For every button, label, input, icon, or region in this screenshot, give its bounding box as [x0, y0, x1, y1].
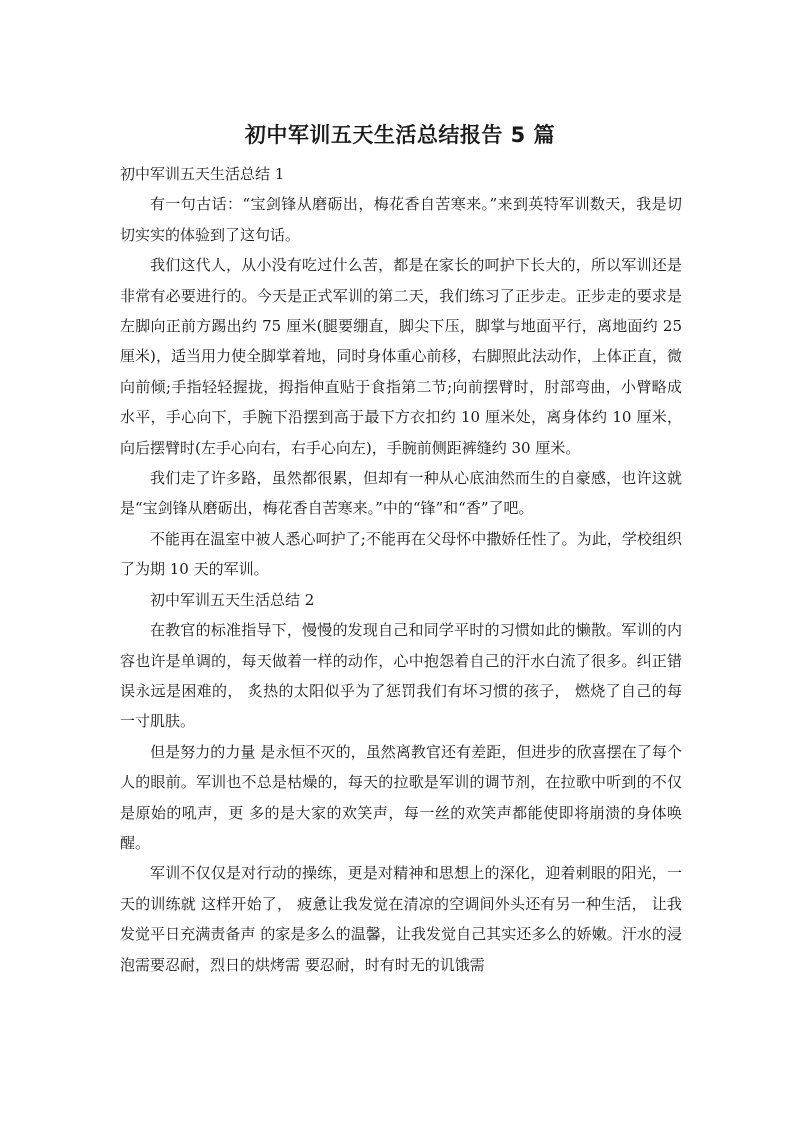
paragraph: 但是努力的力量 是永恒不灭的，虽然离教官还有差距，但进步的欣喜摆在了每个人的眼前。军训也不总是枯燥的，每天的拉歌是军训的调节剂，在拉歌中听到的不仅是原始的吼声，更 多的是大家的欢笑声，每一丝的欢笑声都能使即将崩溃的身体唤醒。 [120, 742, 682, 852]
paragraph: 我们这代人，从小没有吃过什么苦，都是在家长的呵护下长大的，所以军训还是非常有必要进行的。今天是正式军训的第二天，我们练习了正步走。正步走的要求是左脚向正前方踢出约 75 厘米(腿要绷直，脚尖下压，脚掌与地面平行，离地面约 25 厘米)，适当用力使全脚掌着地，同时身体重心前移，右脚照此法动作，上体正直，微向前倾;手指轻轻握拢，拇指伸直贴于食指第二节;向前摆臂时，肘部弯曲，小臂略成水平，手心向下，手腕下沿摆到高于最下方衣扣约 10 厘米处，离身体约 10 厘米，向后摆臂时(左手心向右，右手心向左)，手腕前侧距裤缝约 30 厘米。 [120, 256, 682, 457]
section-heading: 初中军训五天生活总结 2 [150, 590, 315, 609]
paragraph: 我们走了许多路，虽然都很累，但却有一种从心底油然而生的自豪感，也许这就是“宝剑锋从磨砺出，梅花香自苦寒来。”中的“锋”和“香”了吧。 [120, 469, 682, 518]
section-heading: 初中军训五天生活总结 1 [120, 165, 285, 183]
paragraph: 有一句古话：“宝剑锋从磨砺出，梅花香自苦寒来。”来到英特军训数天，我是切切实实的体验到了这句话。 [120, 195, 682, 244]
paragraph: 不能再在温室中被人悉心呵护了;不能再在父母怀中撒娇任性了。为此，学校组织了为期 10 天的军训。 [120, 529, 682, 579]
document-body [120, 159, 682, 980]
paragraph: 军训不仅仅是对行动的操练，更是对精神和思想上的深化，迎着刺眼的阳光，一天的训练就 这样开始了， 疲惫让我发觉在清凉的空调间外头还有另一种生活， 让我发觉平日充满责备声 的家是多么的温馨，让我发觉自己其实还多么的娇嫩。汗水的浸泡需要忍耐，烈日的烘烤需 要忍耐，时有时无的讥饿需 [120, 864, 682, 974]
paragraph: 在教官的标准指导下，慢慢的发现自己和同学平时的习惯如此的懒散。军训的内容也许是单调的，每天做着一样的动作，心中抱怨着自己的汗水白流了很多。纠正错误永远是困难的， 炙热的太阳似乎为了惩罚我们有坏习惯的孩子， 燃烧了自己的每一寸肌肤。 [120, 621, 682, 731]
document-title: 初中军训五天生活总结报告 5 篇 [244, 123, 556, 147]
